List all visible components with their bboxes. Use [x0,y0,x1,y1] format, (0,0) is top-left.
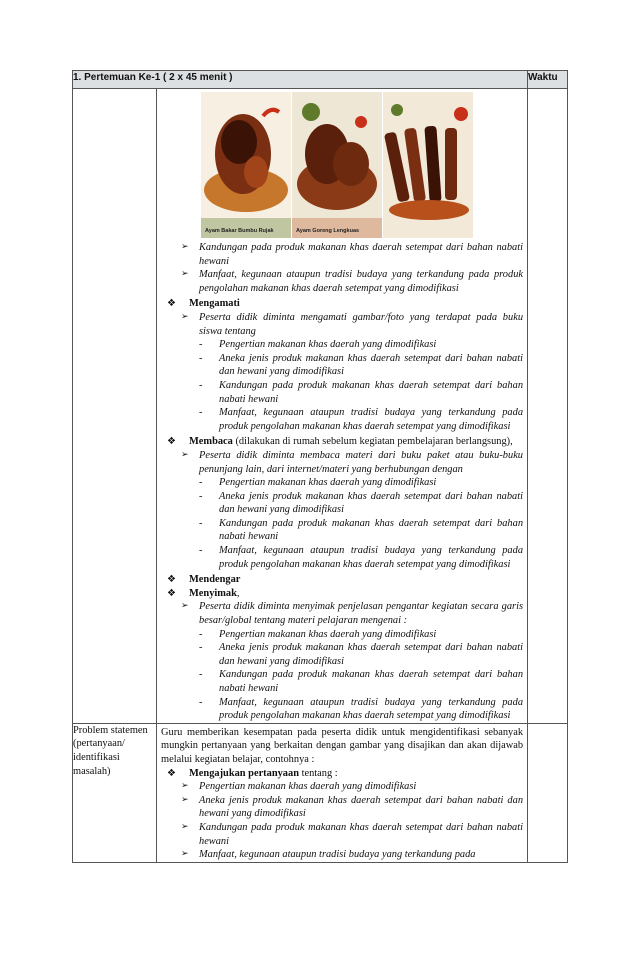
dash-bullet-icon: - [199,545,203,557]
list-item [161,490,523,517]
list-item-text: Aneka jenis produk makanan khas daerah setempat dari bahan nabati dan hewani yang dimodifikasi [219,490,524,516]
waktu-cell [528,89,568,724]
dash-bullet-icon: - [199,352,203,364]
dash-bullet-icon: - [199,696,203,708]
problem-row [73,723,568,862]
list-item-text: Aneka jenis produk makanan khas daerah setempat dari bahan nabati dan hewani yang dimodifikasi [219,642,524,667]
arrow-bullet-icon: ➢ [181,449,189,460]
dash-bullet-icon: - [199,628,203,640]
lesson-plan-table [72,70,568,863]
list-item [161,696,523,723]
list-item-text: Manfaat, kegunaan ataupun tradisi budaya yang terkandung pada produk pengolahan makanan khas daerah setempat yang dimodifikasi [219,696,524,722]
header-row [73,71,568,89]
dash-bullet-icon: - [199,407,203,419]
dash-bullet-icon: - [199,669,203,681]
activity-row [73,89,568,724]
list-item-text: Kandungan pada produk makanan khas daerah setempat dari bahan nabati hewani [219,379,524,405]
list-item-text: Manfaat, kegunaan ataupun tradisi budaya yang terkandung pada produk pengolahan makanan khas daerah setempat yang dimodifikasi [219,407,524,432]
list-item [161,338,523,352]
dash-bullet-icon: - [199,490,203,502]
membaca-section [157,433,527,571]
list-item-text: Manfaat, kegunaan ataupun tradisi budaya yang terkandung pada produk pengolahan makanan khas daerah setempat yang dimodifikasi [199,269,524,294]
problem-intro: Guru memberikan kesempatan pada peserta didik untuk mengidentifikasi sebanyak mungkin pertanyaan yang berkaitan dengan gambar yang disajikan dan akan dijawab melalui kegiatan belajar, contohnya : [161,726,524,765]
empty-label-cell [73,89,157,724]
list-item [161,268,523,295]
list-item [161,780,523,794]
section-title: Mengajukan pertanyaan [189,767,299,779]
list-item-text: Pengertian makanan khas daerah yang dimodifikasi [219,339,437,351]
problem-statement-label: Problem statemen (pertanyaan/ identifikasi masalah) [73,723,157,862]
arrow-bullet-icon: ➢ [181,781,189,792]
waktu-cell [528,723,568,862]
list-item-text: Manfaat, kegunaan ataupun tradisi budaya yang terkandung pada produk pengolahan makanan khas daerah setempat yang dimodifikasi [219,545,524,570]
list-item [161,848,523,862]
arrow-bullet-icon: ➢ [181,849,189,860]
problem-cell [157,723,528,862]
section-punct: , [236,587,240,599]
diamond-bullet-icon: ❖ [167,574,176,586]
list-item [161,641,523,668]
list-item-text: Kandungan pada produk makanan khas daerah setempat dari bahan nabati hewani [199,242,524,267]
list-item-text: Aneka jenis produk makanan khas daerah setempat dari bahan nabati dan hewani yang dimodifikasi [219,352,524,378]
dash-bullet-icon: - [199,477,203,489]
list-item-text: Peserta didik diminta membaca materi dari buku paket atau buku-buku penunjang lain, dari internet/materi yang berhubungan dengan [199,449,524,475]
list-item-text: Pengertian makanan khas daerah yang dimodifikasi [219,628,437,640]
section-note: (dilakukan di rumah sebelum kegiatan pembelajaran berlangsung), [232,436,513,448]
photo-caption-1: Ayam Bakar Bumbu Rujak [205,228,274,234]
arrow-bullet-icon: ➢ [181,269,189,280]
list-item [161,406,523,433]
meeting-title: 1. Pertemuan Ke-1 ( 2 x 45 menit ) [73,71,528,89]
list-item [161,821,523,848]
list-item [161,600,523,627]
section-title: Mendengar [189,574,241,586]
arrow-bullet-icon: ➢ [181,794,189,805]
list-item-text: Kandungan pada produk makanan khas daerah setempat dari bahan nabati hewani [219,517,524,543]
list-item [161,241,523,268]
food-photos [157,89,527,239]
section-heading [167,767,523,781]
list-item [161,668,523,695]
list-item [161,628,523,642]
mendengar-menyimak-section [157,571,527,723]
section-heading [167,587,523,601]
list-item-text: Aneka jenis produk makanan khas daerah setempat dari bahan nabati dan hewani yang dimodifikasi [199,794,524,820]
diamond-bullet-icon: ❖ [167,587,176,599]
photo-caption-2: Ayam Goreng Lengkuas [296,228,360,234]
list-item-text: Peserta didik diminta mengamati gambar/foto yang terdapat pada buku siswa tentang [199,311,524,337]
list-item [161,794,523,821]
list-item-text: Manfaat, kegunaan ataupun tradisi budaya yang terkandung pada [199,849,476,861]
document-page [72,70,567,898]
list-item [161,517,523,544]
list-item-text: Pengertian makanan khas daerah yang dimodifikasi [219,477,437,489]
problem-section [157,724,527,862]
section-heading [167,573,523,587]
intro-list [157,239,527,295]
section-title: Mengamati [189,298,240,310]
diamond-bullet-icon: ❖ [167,767,176,779]
section-title: Membaca [189,436,233,448]
activity-cell [157,89,528,724]
section-heading [167,435,523,449]
list-item-text: Kandungan pada produk makanan khas daerah setempat dari bahan nabati hewani [199,821,524,847]
arrow-bullet-icon: ➢ [181,311,189,322]
dash-bullet-icon: - [199,339,203,351]
list-item [161,476,523,490]
mengamati-section [157,295,527,433]
diamond-bullet-icon: ❖ [167,298,176,310]
section-heading [167,297,523,311]
diamond-bullet-icon: ❖ [167,436,176,448]
arrow-bullet-icon: ➢ [181,242,189,252]
waktu-header: Waktu [528,71,568,89]
list-item-text: Pengertian makanan khas daerah yang dimodifikasi [199,781,417,793]
list-item-text: Peserta didik diminta menyimak penjelasan pengantar kegiatan secara garis besar/global tentang materi pelajaran mengenai : [199,601,524,627]
section-title: Menyimak [189,587,237,599]
section-note: tentang : [298,767,338,779]
list-item [161,311,523,338]
dash-bullet-icon: - [199,642,203,654]
list-item [161,449,523,476]
list-item [161,544,523,571]
dash-bullet-icon: - [199,379,203,391]
list-item [161,379,523,406]
list-item-text: Kandungan pada produk makanan khas daerah setempat dari bahan nabati hewani [219,669,524,694]
food-photos-image [201,92,473,238]
arrow-bullet-icon: ➢ [181,601,189,612]
dash-bullet-icon: - [199,517,203,529]
arrow-bullet-icon: ➢ [181,821,189,832]
list-item [161,352,523,379]
